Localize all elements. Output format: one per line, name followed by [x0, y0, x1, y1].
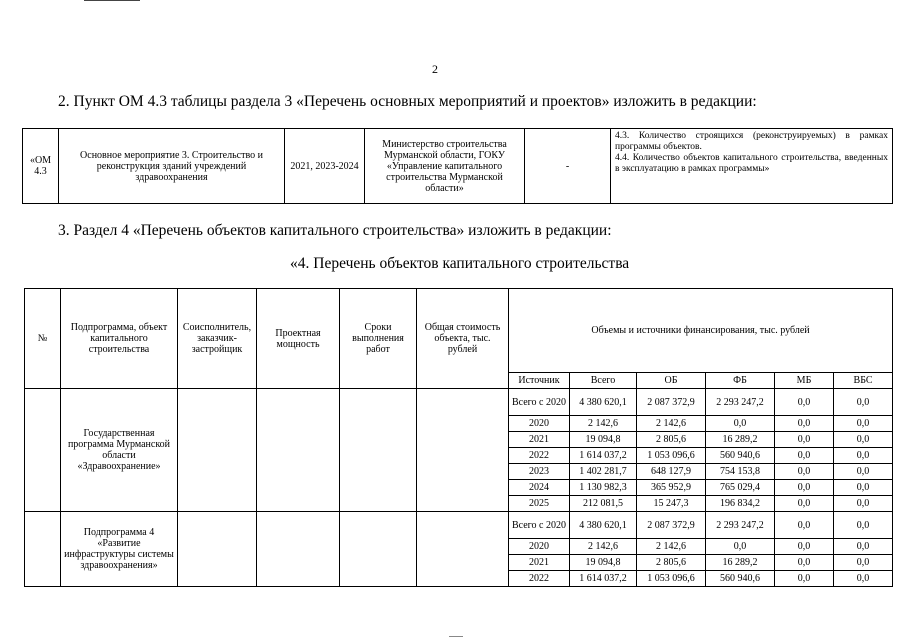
cell-vbs: 0,0 — [834, 571, 893, 587]
cell-ob: 2 087 372,9 — [637, 389, 706, 416]
indicator-4-4: 4.4. Количество объектов капитального строительства, введенных в эксплуатацию в рамках программы» — [615, 153, 888, 174]
cell-fb: 2 293 247,2 — [706, 512, 775, 539]
cell-mb: 0,0 — [775, 539, 834, 555]
row-capacity — [257, 512, 340, 587]
row-coexecutor — [178, 389, 257, 512]
cell-total: 1 402 281,7 — [570, 464, 637, 480]
cell-fb: 2 293 247,2 — [706, 389, 775, 416]
header-total: Всего — [570, 373, 637, 389]
header-funding: Объемы и источники финансирования, тыс. рублей — [509, 289, 893, 373]
cell-fb: 754 153,8 — [706, 464, 775, 480]
row-cost — [417, 512, 509, 587]
cell-fb: 0,0 — [706, 539, 775, 555]
cell-mb: 0,0 — [775, 512, 834, 539]
section-title: «4. Перечень объектов капитального строительства — [290, 255, 630, 272]
capital-objects-table — [24, 288, 893, 587]
activities-table — [22, 128, 893, 204]
cell-total: 4 380 620,1 — [570, 512, 637, 539]
indicator-4-3: 4.3. Количество строящихся (реконструируемых) в рамках программы объектов. — [615, 131, 888, 152]
table-body — [25, 389, 893, 587]
cell-ob: 2 142,6 — [637, 539, 706, 555]
top-rule — [84, 0, 140, 1]
activity-code: «ОМ 4.3 — [23, 129, 59, 204]
bottom-mark — [449, 636, 463, 637]
cell-fb: 765 029,4 — [706, 480, 775, 496]
activity-dash: - — [525, 129, 611, 204]
cell-total: 1 130 982,3 — [570, 480, 637, 496]
cell-source: 2020 — [509, 539, 570, 555]
cell-vbs: 0,0 — [834, 480, 893, 496]
cell-total: 4 380 620,1 — [570, 389, 637, 416]
cell-total: 1 614 037,2 — [570, 448, 637, 464]
activity-name: Основное мероприятие 3. Строительство и реконструкция зданий учреждений здравоохранения — [59, 129, 285, 204]
cell-mb: 0,0 — [775, 571, 834, 587]
cell-total: 2 142,6 — [570, 539, 637, 555]
row-terms — [340, 512, 417, 587]
cell-total: 212 081,5 — [570, 496, 637, 512]
cell-ob: 648 127,9 — [637, 464, 706, 480]
cell-ob: 2 805,6 — [637, 432, 706, 448]
header-mb: МБ — [775, 373, 834, 389]
cell-mb: 0,0 — [775, 480, 834, 496]
header-source: Источник — [509, 373, 570, 389]
cell-source: 2022 — [509, 448, 570, 464]
cell-vbs: 0,0 — [834, 539, 893, 555]
cell-fb: 560 940,6 — [706, 448, 775, 464]
cell-vbs: 0,0 — [834, 448, 893, 464]
cell-mb: 0,0 — [775, 555, 834, 571]
cell-fb: 16 289,2 — [706, 555, 775, 571]
cell-source: Всего с 2020 — [509, 512, 570, 539]
activity-indicators — [611, 129, 893, 204]
row-cost — [417, 389, 509, 512]
activity-executor: Министерство строительства Мурманской области, ГОКУ «Управление капитального строительства Мурманской области» — [365, 129, 525, 204]
cell-fb: 0,0 — [706, 416, 775, 432]
cell-total: 19 094,8 — [570, 555, 637, 571]
row-object: Подпрограмма 4 «Развитие инфраструктуры системы здравоохранения» — [61, 512, 178, 587]
row-capacity — [257, 389, 340, 512]
row-no — [25, 512, 61, 587]
row-no — [25, 389, 61, 512]
cell-total: 2 142,6 — [570, 416, 637, 432]
table-header-row — [25, 289, 893, 373]
activity-years: 2021, 2023-2024 — [285, 129, 365, 204]
header-no: № — [25, 289, 61, 389]
cell-fb: 560 940,6 — [706, 571, 775, 587]
cell-mb: 0,0 — [775, 496, 834, 512]
cell-vbs: 0,0 — [834, 464, 893, 480]
row-object: Государственная программа Мурманской области «Здравоохранение» — [61, 389, 178, 512]
table-row — [25, 512, 893, 539]
cell-mb: 0,0 — [775, 432, 834, 448]
cell-source: Всего с 2020 — [509, 389, 570, 416]
cell-fb: 16 289,2 — [706, 432, 775, 448]
cell-fb: 196 834,2 — [706, 496, 775, 512]
cell-mb: 0,0 — [775, 389, 834, 416]
cell-source: 2020 — [509, 416, 570, 432]
cell-mb: 0,0 — [775, 416, 834, 432]
cell-vbs: 0,0 — [834, 432, 893, 448]
cell-mb: 0,0 — [775, 448, 834, 464]
cell-source: 2024 — [509, 480, 570, 496]
cell-source: 2023 — [509, 464, 570, 480]
header-vbs: ВБС — [834, 373, 893, 389]
header-cost: Общая стоимость объекта, тыс. рублей — [417, 289, 509, 389]
header-fb: ФБ — [706, 373, 775, 389]
header-object: Подпрограмма, объект капитального строительства — [61, 289, 178, 389]
cell-vbs: 0,0 — [834, 555, 893, 571]
cell-source: 2021 — [509, 432, 570, 448]
cell-vbs: 0,0 — [834, 512, 893, 539]
cell-source: 2022 — [509, 571, 570, 587]
cell-source: 2021 — [509, 555, 570, 571]
cell-total: 19 094,8 — [570, 432, 637, 448]
header-terms: Сроки выполнения работ — [340, 289, 417, 389]
cell-ob: 15 247,3 — [637, 496, 706, 512]
heading-item-3: 3. Раздел 4 «Перечень объектов капитального строительства» изложить в редакции: — [58, 222, 612, 239]
cell-vbs: 0,0 — [834, 496, 893, 512]
cell-ob: 1 053 096,6 — [637, 448, 706, 464]
cell-vbs: 0,0 — [834, 416, 893, 432]
header-capacity: Проектная мощность — [257, 289, 340, 389]
heading-item-2: 2. Пункт ОМ 4.3 таблицы раздела 3 «Перечень основных мероприятий и проектов» изложить в редакции: — [58, 93, 757, 110]
table-row — [23, 129, 893, 204]
cell-ob: 365 952,9 — [637, 480, 706, 496]
cell-ob: 2 805,6 — [637, 555, 706, 571]
cell-source: 2025 — [509, 496, 570, 512]
header-coexecutor: Соисполнитель, заказчик-застройщик — [178, 289, 257, 389]
cell-total: 1 614 037,2 — [570, 571, 637, 587]
row-terms — [340, 389, 417, 512]
cell-ob: 1 053 096,6 — [637, 571, 706, 587]
table-row — [25, 389, 893, 416]
row-coexecutor — [178, 512, 257, 587]
page-number: 2 — [432, 62, 438, 76]
cell-ob: 2 142,6 — [637, 416, 706, 432]
header-ob: ОБ — [637, 373, 706, 389]
cell-ob: 2 087 372,9 — [637, 512, 706, 539]
cell-mb: 0,0 — [775, 464, 834, 480]
cell-vbs: 0,0 — [834, 389, 893, 416]
